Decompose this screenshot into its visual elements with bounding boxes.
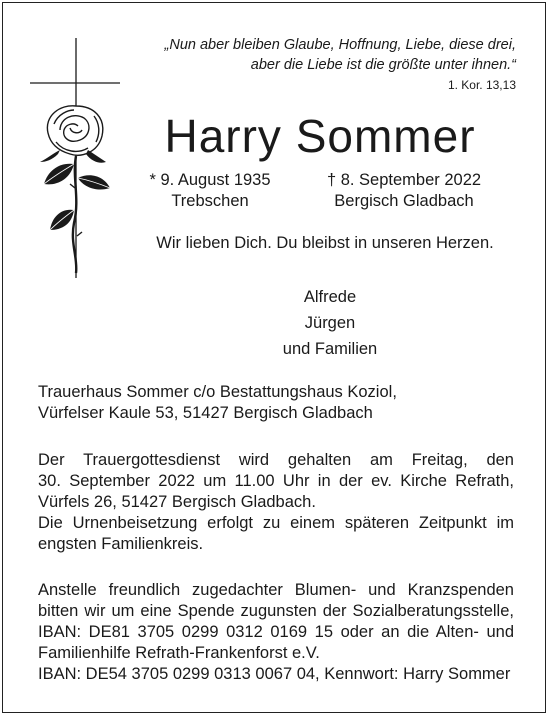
- birth-place: Trebschen: [171, 192, 249, 210]
- address-line-2: Vürfelser Kaule 53, 51427 Bergisch Gladbach: [38, 404, 373, 422]
- mourner-1: Alfrede: [303, 288, 357, 306]
- funeral-service-text: [38, 450, 514, 555]
- donation-line-2: bitten wir um eine Spende zugunsten der Sozialberatungsstelle,: [38, 602, 514, 620]
- donation-text: [38, 580, 514, 685]
- urn-line-2: engsten Familienkreis.: [38, 535, 204, 553]
- mourners: [230, 284, 430, 362]
- donation-line-5: IBAN: DE54 3705 0299 0313 0067 04, Kennwort: Harry Sommer: [38, 665, 511, 683]
- deceased-name: Harry Sommer: [164, 110, 476, 162]
- quote-line-2: aber die Liebe ist die größte unter ihnen.“: [250, 57, 516, 73]
- death-place: Bergisch Gladbach: [334, 192, 474, 210]
- mourning-house-address: [38, 382, 514, 424]
- birth-date: * 9. August 1935: [149, 171, 271, 189]
- mourner-3: und Familien: [282, 340, 378, 358]
- quote-reference: 1. Kor. 13,13: [447, 78, 516, 92]
- urn-line-1: Die Urnenbeisetzung erfolgt zu einem späteren Zeitpunkt im: [38, 514, 514, 532]
- address-line-1: Trauerhaus Sommer c/o Bestattungshaus Koziol,: [38, 383, 397, 401]
- death-date: † 8. September 2022: [326, 171, 482, 189]
- birth-info: [140, 170, 280, 212]
- quote-line-1: „Nun aber bleiben Glaube, Hoffnung, Liebe, diese drei,: [164, 37, 516, 53]
- mourner-2: Jürgen: [304, 314, 356, 332]
- motto: Wir lieben Dich. Du bleibst in unseren Herzen.: [156, 234, 494, 252]
- service-line-2: 30. September 2022 um 11.00 Uhr in der ev. Kirche Refrath,: [38, 472, 514, 490]
- cross-with-rose-icon: [30, 38, 125, 278]
- donation-line-3: IBAN: DE81 3705 0299 0312 0169 15 oder an die Alten- und: [38, 623, 514, 641]
- service-line-3: Vürfels 26, 51427 Bergisch Gladbach.: [38, 493, 316, 511]
- death-info: [320, 170, 488, 212]
- donation-line-4: Familienhilfe Refrath-Frankenforst e.V.: [38, 644, 320, 662]
- service-line-1: Der Trauergottesdienst wird gehalten am Freitag, den: [38, 451, 514, 469]
- donation-line-1: Anstelle freundlich zugedachter Blumen- und Kranzspenden: [38, 581, 514, 599]
